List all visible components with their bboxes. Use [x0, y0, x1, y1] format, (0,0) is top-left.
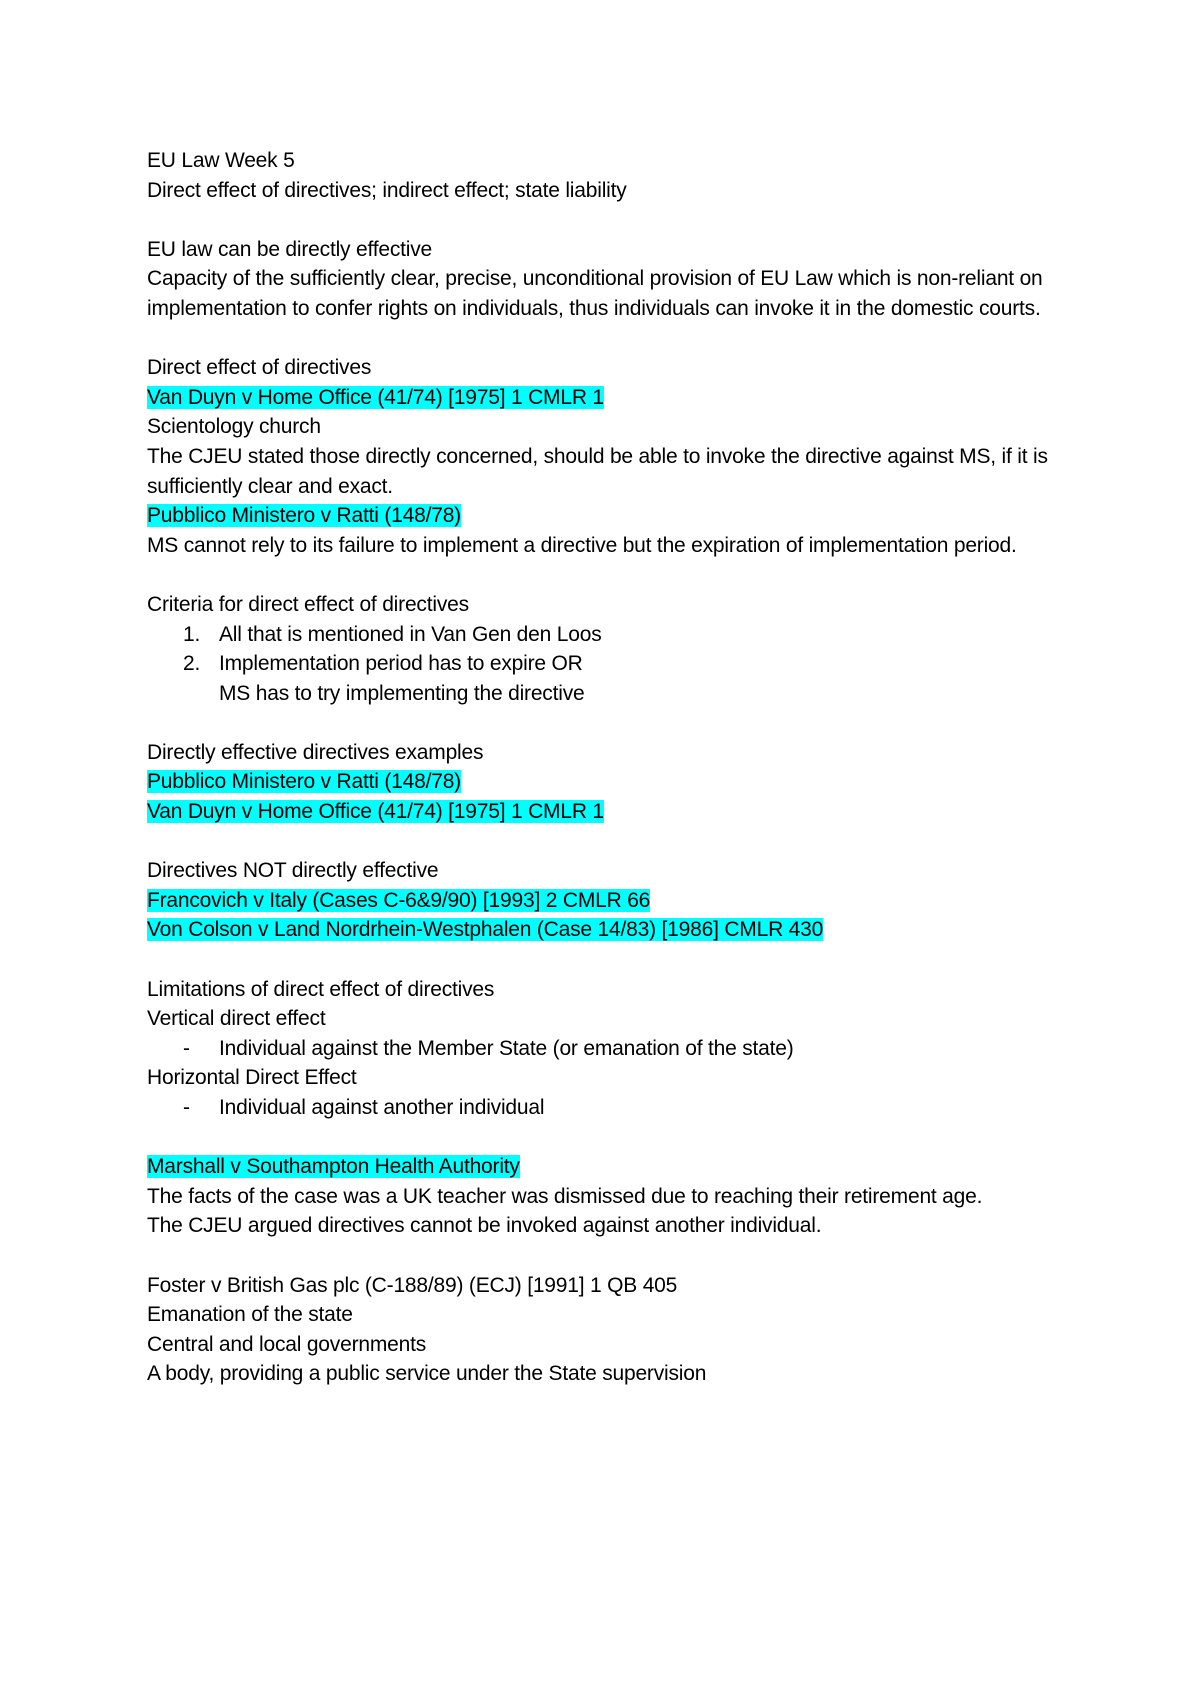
sub-heading: Vertical direct effect: [147, 1007, 326, 1031]
highlighted-case: Pubblico Ministero v Ratti (148/78): [147, 770, 461, 794]
highlighted-case: Francovich v Italy (Cases C-6&9/90) [1993] 2 CMLR 66: [147, 888, 651, 912]
section-heading: Criteria for direct effect of directives: [147, 592, 469, 616]
case-citation: [147, 915, 1077, 945]
case-note: Scientology church: [147, 415, 321, 439]
spacer: [147, 708, 1077, 738]
paragraph: A body, providing a public service under the State supervision: [147, 1362, 707, 1386]
numbered-list-item: [147, 649, 1077, 679]
highlighted-case: Van Duyn v Home Office (41/74) [1975] 1 CMLR 1: [147, 800, 604, 824]
list-number: 1.: [183, 622, 201, 646]
section-heading: Directives NOT directly effective: [147, 859, 439, 883]
case-citation: [147, 767, 1077, 797]
section-heading: EU law can be directly effective: [147, 237, 433, 261]
spacer: [147, 945, 1077, 975]
paragraph: Emanation of the state: [147, 1303, 353, 1327]
spacer: [147, 827, 1077, 857]
highlighted-case: Marshall v Southampton Health Authority: [147, 1155, 520, 1179]
list-item-continuation: MS has to try implementing the directive: [219, 681, 585, 705]
dash-bullet: -: [183, 1096, 190, 1119]
case-citation: [147, 886, 1077, 916]
dash-list-item: [147, 1034, 1077, 1064]
spacer: [147, 560, 1077, 590]
case-citation: [147, 501, 1077, 531]
spacer: [147, 1241, 1077, 1271]
case-citation: [147, 1152, 1077, 1182]
section-heading: Directly effective directives examples: [147, 740, 484, 764]
document-title: EU Law Week 5: [147, 149, 295, 172]
paragraph: Capacity of the sufficiently clear, precise, unconditional provision of EU Law which is non-reliant on implementation to confer rights on individuals, thus individuals can invoke it in the domestic courts.: [147, 267, 1043, 320]
document-content: [147, 146, 1077, 1389]
paragraph: The CJEU stated those directly concerned, should be able to invoke the directive against MS, if it is sufficiently clear and exact.: [147, 444, 1048, 498]
spacer: [147, 324, 1077, 354]
list-number: 2.: [183, 652, 201, 676]
paragraph: MS cannot rely to its failure to implement a directive but the expiration of implementation period.: [147, 533, 1017, 557]
paragraph: The facts of the case was a UK teacher was dismissed due to reaching their retirement age.: [147, 1184, 983, 1208]
spacer: [147, 205, 1077, 235]
dash-bullet: -: [183, 1036, 190, 1060]
numbered-list-item: [147, 620, 1077, 650]
sub-heading: Horizontal Direct Effect: [147, 1066, 357, 1090]
section-heading: Limitations of direct effect of directives: [147, 977, 495, 1001]
highlighted-case: Von Colson v Land Nordrhein-Westphalen (Case 14/83) [1986] CMLR 430: [147, 918, 824, 942]
document-subtitle: Direct effect of directives; indirect effect; state liability: [147, 178, 627, 202]
list-item-text: Individual against the Member State (or emanation of the state): [219, 1036, 794, 1060]
section-heading: Direct effect of directives: [147, 356, 372, 380]
highlighted-case: Van Duyn v Home Office (41/74) [1975] 1 CMLR 1: [147, 385, 604, 409]
case-citation: Foster v British Gas plc (C-188/89) (ECJ) [1991] 1 QB 405: [147, 1273, 678, 1297]
case-citation: [147, 797, 1077, 827]
list-item-text: Implementation period has to expire OR: [219, 652, 583, 676]
paragraph: Central and local governments: [147, 1332, 427, 1356]
paragraph: The CJEU argued directives cannot be invoked against another individual.: [147, 1214, 822, 1238]
list-item-text: All that is mentioned in Van Gen den Loos: [219, 622, 602, 646]
case-citation: [147, 383, 1077, 413]
spacer: [147, 1123, 1077, 1153]
list-item-text: Individual against another individual: [219, 1096, 545, 1119]
highlighted-case: Pubblico Ministero v Ratti (148/78): [147, 504, 461, 528]
dash-list-item: [147, 1093, 1077, 1123]
